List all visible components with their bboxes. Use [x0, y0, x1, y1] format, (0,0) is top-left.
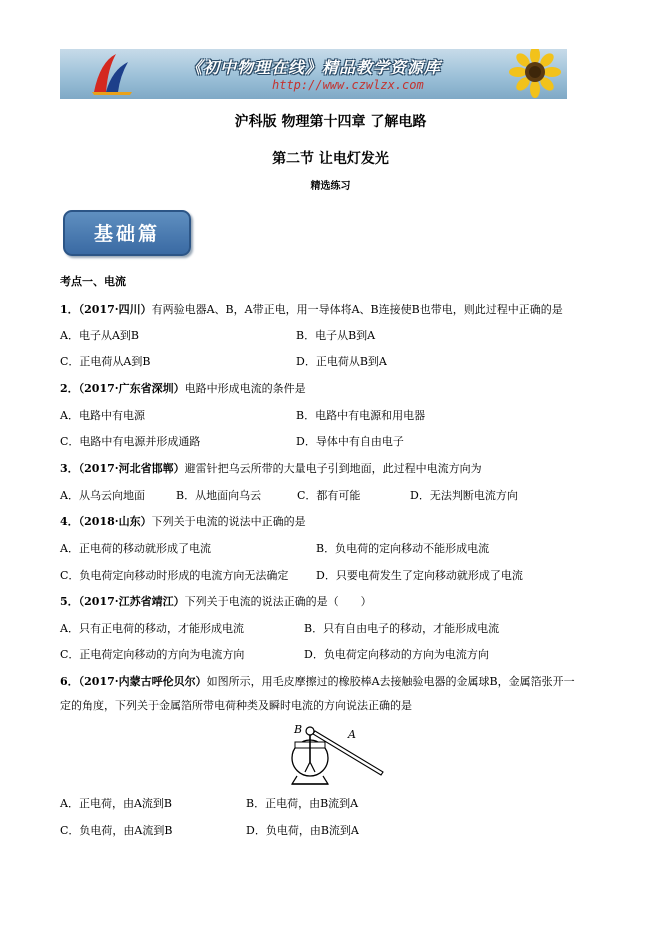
figure-label-a: A	[348, 728, 356, 741]
q1-option-a: A．电子从A到B	[60, 329, 139, 342]
q6-option-c: C．负电荷，由A流到B	[60, 824, 173, 837]
q3-option-b: B．从地面向乌云	[176, 489, 262, 502]
banner-url[interactable]: http://www.czwlzx.com	[272, 78, 424, 92]
sunflower-icon	[503, 49, 563, 99]
header-banner	[60, 49, 567, 99]
figure-label-b: B	[294, 723, 303, 736]
question-6-cont: 定的角度，下列关于金属箔所带电荷种类及瞬时电流的方向说法正确的是	[60, 699, 412, 712]
electroscope-figure	[288, 722, 388, 788]
question-1: 1．（2017·四川）有两验电器A、B，A带正电，用一导体将A、B连接使B也带电，则此过程中正确的是	[60, 303, 563, 316]
q3-option-c: C．都有可能	[297, 489, 361, 502]
q2-option-a: A．电路中有电源	[60, 409, 145, 422]
q4-option-a: A．正电荷的移动就形成了电流	[60, 542, 211, 555]
q2-option-b: B．电路中有电源和用电器	[296, 409, 426, 422]
q5-option-a: A．只有正电荷的移动，才能形成电流	[60, 622, 244, 635]
q4-option-c: C．负电荷定向移动时形成的电流方向无法确定	[60, 569, 289, 582]
banner-title: 《初中物理在线》精品教学资源库	[186, 58, 442, 77]
q4-option-b: B．负电荷的定向移动不能形成电流	[316, 542, 490, 555]
q6-option-d: D．负电荷，由B流到A	[246, 824, 359, 837]
question-3: 3．（2017·河北省邯郸）避雷针把乌云所带的大量电子引到地面，此过程中电流方向为	[60, 462, 482, 475]
subtitle: 精选练习	[310, 181, 351, 192]
q6-option-a: A．正电荷，由A流到B	[60, 797, 172, 810]
q1-option-c: C．正电荷从A到B	[60, 355, 151, 368]
topic-heading: 考点一、电流	[60, 275, 126, 288]
q5-option-b: B．只有自由电子的移动，才能形成电流	[304, 622, 500, 635]
level-badge: 基础篇	[63, 210, 191, 256]
question-6: 6．（2017·内蒙古呼伦贝尔）如图所示，用毛皮摩擦过的橡胶棒A去接触验电器的金属球B，金属箔张开一	[60, 675, 575, 688]
chapter-title: 沪科版 物理第十四章 了解电路	[234, 114, 427, 130]
logo-icon	[90, 52, 134, 96]
q3-option-a: A．从乌云向地面	[60, 489, 145, 502]
q5-option-c: C．正电荷定向移动的方向为电流方向	[60, 648, 245, 661]
q2-option-c: C．电路中有电源并形成通路	[60, 435, 201, 448]
question-2: 2．（2017·广东省深圳）电路中形成电流的条件是	[60, 382, 306, 395]
q5-option-d: D．负电荷定向移动的方向为电流方向	[304, 648, 489, 661]
q1-option-d: D．正电荷从B到A	[296, 355, 387, 368]
q6-option-b: B．正电荷，由B流到A	[246, 797, 359, 810]
q1-option-b: B．电子从B到A	[296, 329, 376, 342]
question-4: 4．（2018·山东）下列关于电流的说法中正确的是	[60, 515, 306, 528]
q4-option-d: D．只要电荷发生了定向移动就形成了电流	[316, 569, 523, 582]
section-title: 第二节 让电灯发光	[272, 151, 389, 167]
question-5: 5．（2017·江苏省靖江）下列关于电流的说法正确的是（ ）	[60, 595, 372, 608]
q3-option-d: D．无法判断电流方向	[410, 489, 518, 502]
q2-option-d: D．导体中有自由电子	[296, 435, 404, 448]
